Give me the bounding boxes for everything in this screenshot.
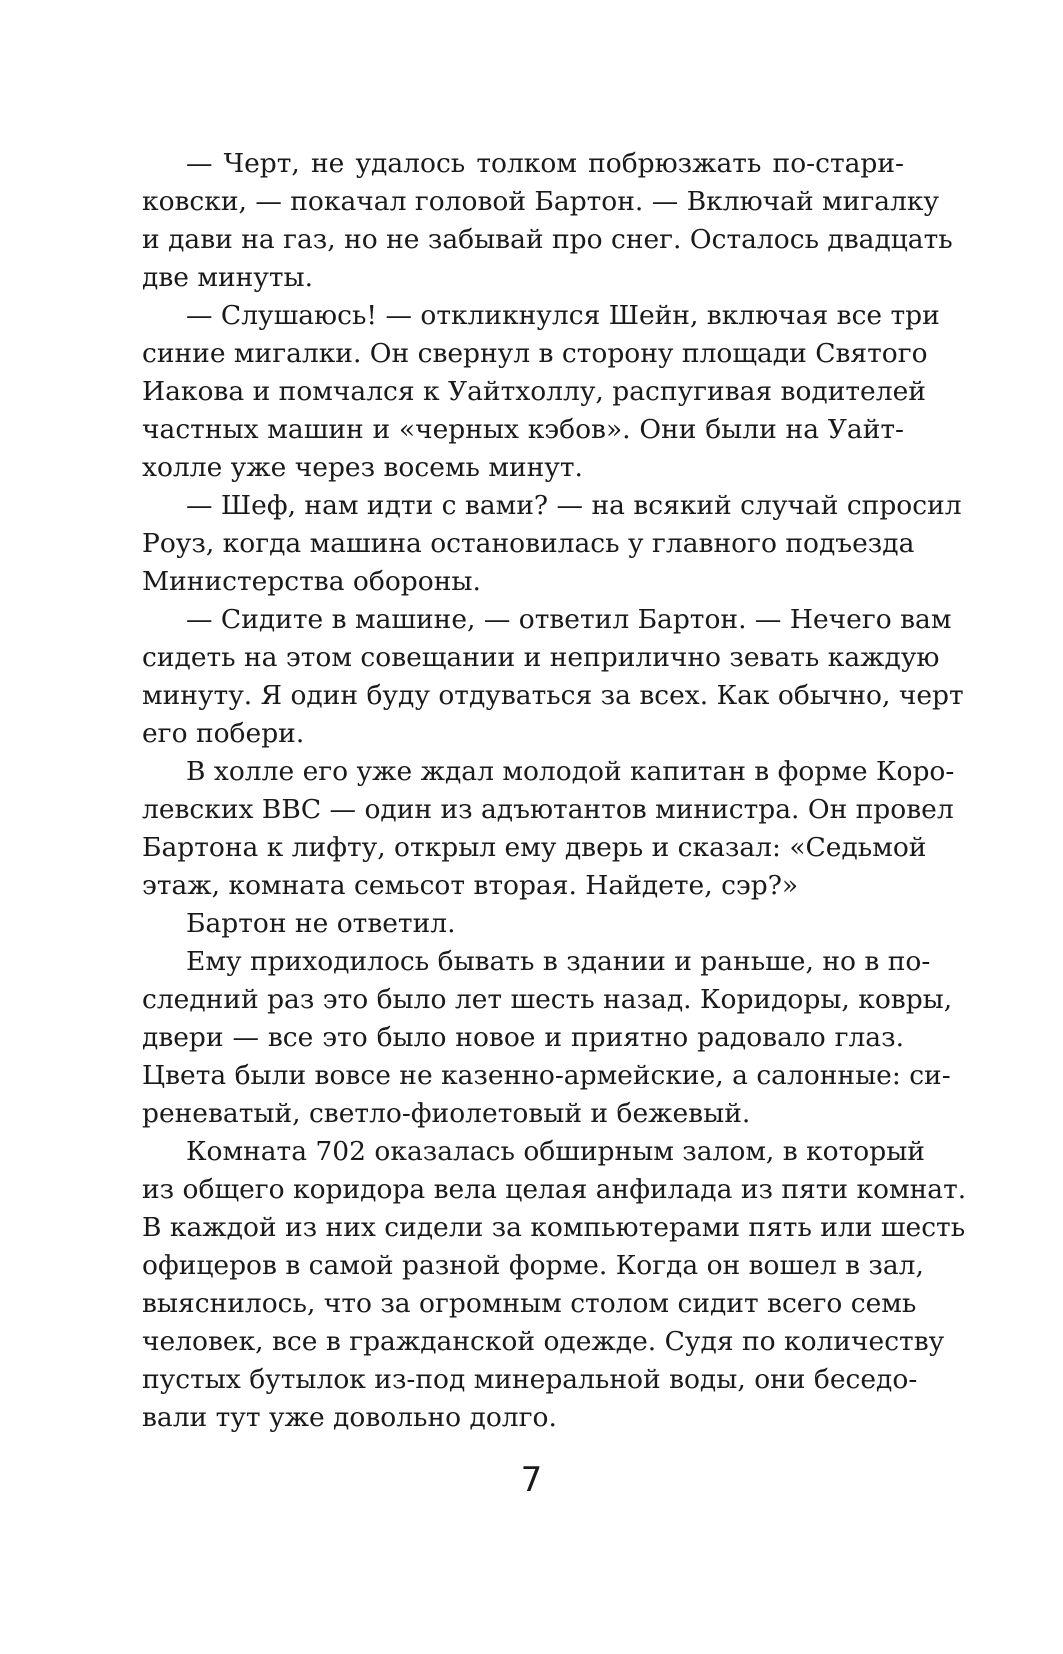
text-line: — Слушаюсь! — откликнулся Шейн, включая все три [186,300,940,331]
text-line: В каждой из них сидели за компьютерами пять или шесть [142,1212,966,1243]
text-line: и дави на газ, но не забывай про снег. Осталось двадцать [142,224,953,255]
text-line: выяснилось, что за огромным столом сидит всего семь [142,1288,917,1319]
page-number: 7 [520,1460,543,1500]
text-line: Цвета были вовсе не казенно-армейские, а салонные: си- [142,1060,951,1091]
text-line: левских ВВС — один из адъютантов министра. Он провел [142,794,954,825]
text-line: ковски, — покачал головой Бартон. — Включай мигалку [142,186,939,217]
text-line: пустых бутылок из-под минеральной воды, они беседо- [142,1364,918,1395]
text-line: — Сидите в машине, — ответил Бартон. — Нечего вам [186,604,952,635]
text-line: Бартон не ответил. [186,908,456,939]
text-line: синие мигалки. Он свернул в сторону площади Святого [142,338,928,369]
text-line: следний раз это было лет шесть назад. Коридоры, ковры, [142,984,953,1015]
text-line: двери — все это было новое и приятно радовало глаз. [142,1022,904,1053]
text-line: Комната 702 оказалась обширным залом, в который [186,1136,925,1167]
text-line: — Черт, не удалось толком побрюзжать по-стари- [186,148,904,179]
text-line: холле уже через восемь минут. [142,452,583,483]
body-text [142,145,967,1437]
text-line: сидеть на этом совещании и неприлично зевать каждую [142,642,940,673]
text-line: Ему приходилось бывать в здании и раньше, но в по- [186,946,931,977]
text-line: минуту. Я один буду отдуваться за всех. Как обычно, черт [142,680,964,711]
text-line: — Шеф, нам идти с вами? — на всякий случай спросил [186,490,962,521]
text-line: Роуз, когда машина остановилась у главного подъезда [142,528,915,559]
text-line: Министерства обороны. [142,566,481,597]
text-line: реневатый, светло-фиолетовый и бежевый. [142,1098,751,1129]
text-line: частных машин и «черных кэбов». Они были на Уайт- [142,414,904,445]
text-line: этаж, комната семьсот вторая. Найдете, сэр?» [142,870,799,901]
text-line: две минуты. [142,262,314,293]
text-line: вали тут уже довольно долго. [142,1402,557,1433]
text-line: из общего коридора вела целая анфилада из пяти комнат. [142,1174,967,1205]
text-line: Иакова и помчался к Уайтхоллу, распугивая водителей [142,376,926,407]
text-line: Бартона к лифту, открыл ему дверь и сказал: «Седьмой [142,832,927,863]
text-line: офицеров в самой разной форме. Когда он вошел в зал, [142,1250,924,1281]
text-line: В холле его уже ждал молодой капитан в форме Коро- [186,756,955,787]
text-line: его побери. [142,718,305,749]
text-line: человек, все в гражданской одежде. Судя по количеству [142,1326,945,1357]
